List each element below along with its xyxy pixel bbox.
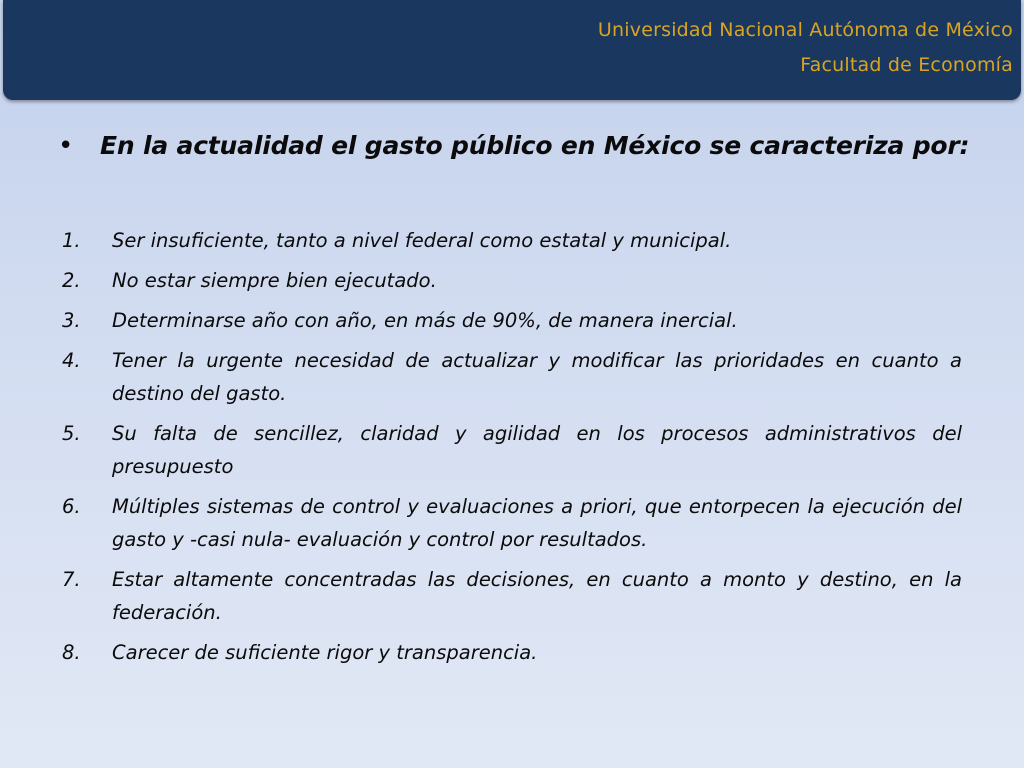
list-item-text: Ser insuficiente, tanto a nivel federal como estatal y municipal. [112, 229, 732, 252]
list-item-text: Su falta de sencillez, claridad y agilidad en los procesos administrativos del presupuesto [112, 422, 962, 478]
list-item-number: 1. [62, 229, 81, 252]
list-item [62, 344, 962, 410]
list-item-number: 3. [62, 309, 81, 332]
list-item [62, 636, 962, 669]
list-item-number: 7. [62, 568, 81, 591]
list-item [62, 490, 962, 556]
university-name: Universidad Nacional Autónoma de México [597, 19, 1013, 41]
numbered-list [62, 224, 962, 676]
list-item-text: Múltiples sistemas de control y evaluaciones a priori, que entorpecen la ejecución del gasto y -casi nula- evaluación y control por resultados. [112, 495, 962, 551]
list-item-text: Determinarse año con año, en más de 90%, de manera inercial. [112, 309, 738, 332]
list-item-number: 6. [62, 495, 81, 518]
list-item-number: 4. [62, 349, 81, 372]
bullet-icon: • [58, 131, 74, 161]
heading-text: En la actualidad el gasto público en México se caracteriza por: [100, 131, 970, 160]
list-item [62, 264, 962, 297]
list-item [62, 224, 962, 257]
list-item [62, 417, 962, 483]
list-item-number: 5. [62, 422, 81, 445]
list-item-text: Tener la urgente necesidad de actualizar y modificar las prioridades en cuanto a destino del gasto. [112, 349, 962, 405]
list-item-text: No estar siempre bien ejecutado. [112, 269, 437, 292]
list-item-number: 8. [62, 641, 81, 664]
list-item-number: 2. [62, 269, 81, 292]
faculty-name: Facultad de Economía [800, 54, 1013, 76]
list-item [62, 563, 962, 629]
slide-heading [58, 128, 978, 164]
list-item [62, 304, 962, 337]
header-banner [3, 0, 1021, 100]
list-item-text: Estar altamente concentradas las decisiones, en cuanto a monto y destino, en la federación. [112, 568, 962, 624]
list-item-text: Carecer de suficiente rigor y transparencia. [112, 641, 538, 664]
